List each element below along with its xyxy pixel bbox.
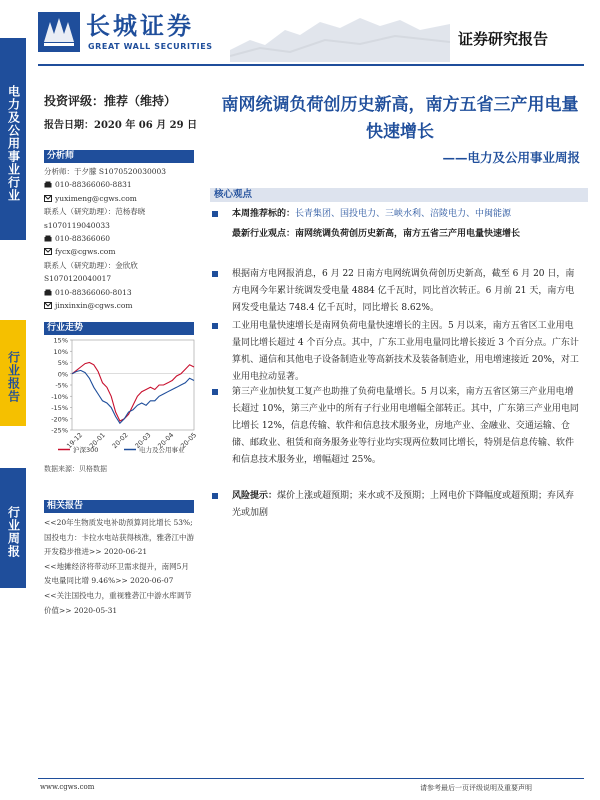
core-view-item — [212, 266, 582, 317]
series-line-1 — [72, 370, 194, 423]
bullet-text: 长青集团、国投电力、三峡水利、涪陵电力、中闽能源 — [295, 209, 512, 219]
phone-icon — [44, 233, 52, 240]
email-icon — [44, 193, 52, 200]
y-tick-label: -10% — [51, 392, 68, 401]
investment-rating: 投资评级：推荐（维持） — [44, 94, 177, 108]
report-title: 南网统调负荷创历史新高，南方五省三产用电量快速增长 — [221, 95, 579, 142]
x-tick-label: 20-01 — [87, 431, 107, 451]
y-tick-label: -5% — [55, 381, 68, 390]
report-subtitle: ——电力及公用事业周报 — [442, 150, 580, 165]
industry-band: 电力及公用事业行业 — [0, 38, 26, 240]
bullet-marker-icon — [212, 211, 218, 217]
logo-chinese-name: 长城证券 — [86, 12, 194, 40]
y-tick-label: 10% — [53, 347, 68, 356]
x-tick-label: 19-12 — [65, 431, 85, 451]
analyst-line: 010-88366060-8013 — [44, 286, 204, 299]
core-view-item — [212, 226, 582, 243]
phone-icon — [44, 287, 52, 294]
bullet-text: 煤价上涨或超预期；来水或不及预期；上网电价下降幅度或超预期；弃风弃光或加剧 — [232, 491, 575, 518]
bullet-text: 根据南方电网报消息，6 月 22 日南方电网统调负荷创历史新高，截至 6 月 20 日，南方电网今年累计统调发受电量 4884 亿千瓦时，同比首次转正。6 月前 21 天，南方电网发受电量达 748.4 亿千瓦时，同比增长 8.62%。 — [232, 269, 575, 313]
related-section-heading: 相关报告 — [44, 500, 194, 513]
analyst-line: 联系人（研究助理）：范杨春晓 — [44, 207, 146, 217]
x-tick-label: 20-02 — [110, 431, 130, 451]
analyst-line[interactable]: yuximeng@cgws.com — [44, 192, 204, 205]
analyst-line: 分析师：于夕朦 S1070520030003 — [44, 167, 167, 176]
great-wall-illustration — [230, 0, 450, 62]
footer-disclaimer: 请参考最后一页评级说明及重要声明 — [420, 784, 532, 792]
header-divider — [38, 64, 584, 66]
related-reports-list — [44, 516, 194, 618]
report-date: 报告日期：2020 年 06 月 29 日 — [44, 120, 198, 131]
bullet-text: 第三产业加快复工复产也助推了负荷电量增长。5 月以来，南方五省区第三产业用电增长超过 10%，第三产业中的所有子行业用电增幅全部转正。其中，广东第三产业用电同比增长 12%，信息传输、软件和信息技术服务业，房地产业、金融业、交通运输、仓储、邮政业、租赁和商务服务业等行业均实现两位数同比增长，特别是信息传输、软件和信息技术服务业，增幅超过 25%。 — [232, 387, 579, 465]
y-tick-label: 5% — [57, 359, 68, 367]
analyst-line: 联系人（研究助理）：金欣欣 — [44, 260, 138, 270]
chart-source: 数据来源：贝格数据 — [44, 465, 107, 473]
bullet-text: 工业用电量快速增长是南网负荷电量快速增长的主因。5 月以来，南方五省区工业用电量同比增长超过 4 个百分点。其中，广东工业用电量同比增长接近 3 个百分点。广东计算机、通信和其他电子设备制造业等高新技术及装备制造业，用电增速接近 20%，对工业用电拉动显著。 — [232, 321, 579, 382]
analyst-line: 010-88366060 — [44, 232, 204, 245]
analyst-list — [44, 165, 204, 312]
analyst-line[interactable]: fycx@cgws.com — [44, 245, 204, 258]
related-report-link[interactable]: <<关注国投电力，重视雅砻江中游水库调节价值>> 2020-05-31 — [44, 590, 192, 615]
analyst-section-heading: 分析师 — [44, 150, 194, 163]
bullet-text: 南网统调负荷创历史新高，南方五省三产用电量快速增长 — [295, 229, 521, 239]
footer-url: www.cgws.com — [40, 783, 95, 791]
weekly-band: 行业周报 — [0, 468, 26, 588]
core-view-item — [212, 318, 582, 386]
bullet-lead: 风险提示： — [232, 491, 278, 501]
report-type-label: 证券研究报告 — [458, 30, 549, 48]
trend-section-heading: 行业走势 — [44, 322, 194, 335]
bullet-marker-icon — [212, 493, 218, 499]
phone-icon — [44, 179, 52, 186]
core-view-item — [212, 488, 582, 522]
legend-label: 电力及公用事业 — [139, 446, 185, 454]
y-tick-label: 15% — [53, 336, 68, 345]
analyst-line: s1070119040033 — [44, 220, 110, 230]
analyst-line: S1070120040017 — [44, 274, 112, 284]
y-tick-label: -15% — [51, 404, 68, 412]
y-tick-label: -20% — [51, 415, 68, 424]
report-kind-band: 行业报告 — [0, 320, 26, 426]
analyst-line: 010-88366060-8831 — [44, 178, 204, 191]
industry-trend-chart — [44, 334, 204, 459]
y-tick-label: 0% — [57, 370, 68, 379]
core-view-item — [212, 384, 582, 469]
email-icon — [44, 300, 52, 307]
bullet-marker-icon — [212, 271, 218, 277]
series-line-0 — [72, 363, 194, 422]
email-icon — [44, 246, 52, 253]
core-views-heading: 核心观点 — [210, 188, 588, 202]
bullet-lead: 本周推荐标的： — [232, 209, 296, 219]
logo-emblem-icon — [38, 12, 80, 52]
bullet-marker-icon — [212, 389, 218, 395]
x-tick-label: 20-03 — [133, 431, 153, 451]
analyst-line[interactable]: jinxinxin@cgws.com — [44, 299, 204, 312]
logo-english-name: GREAT WALL SECURITIES — [88, 42, 213, 51]
chart-plot-frame — [72, 340, 194, 430]
bullet-lead: 最新行业观点： — [232, 229, 296, 239]
core-view-item — [212, 206, 582, 223]
footer-divider — [38, 778, 584, 779]
related-report-link[interactable]: <<20年生物质发电补助预算同比增长 53%; 国投电力：卡拉水电站获得核准，雅砻江中游开发稳步推进>> 2020-06-21 — [44, 518, 194, 557]
related-report-link[interactable]: <<地摊经济将带动环卫需求提升，南网5月发电量同比增 9.46%>> 2020-06-07 — [44, 561, 189, 586]
y-tick-label: -25% — [51, 426, 68, 435]
legend-label: 沪深300 — [73, 446, 99, 454]
x-tick-label: 20-05 — [179, 431, 199, 451]
bullet-marker-icon — [212, 323, 218, 329]
x-tick-label: 20-04 — [156, 431, 176, 451]
